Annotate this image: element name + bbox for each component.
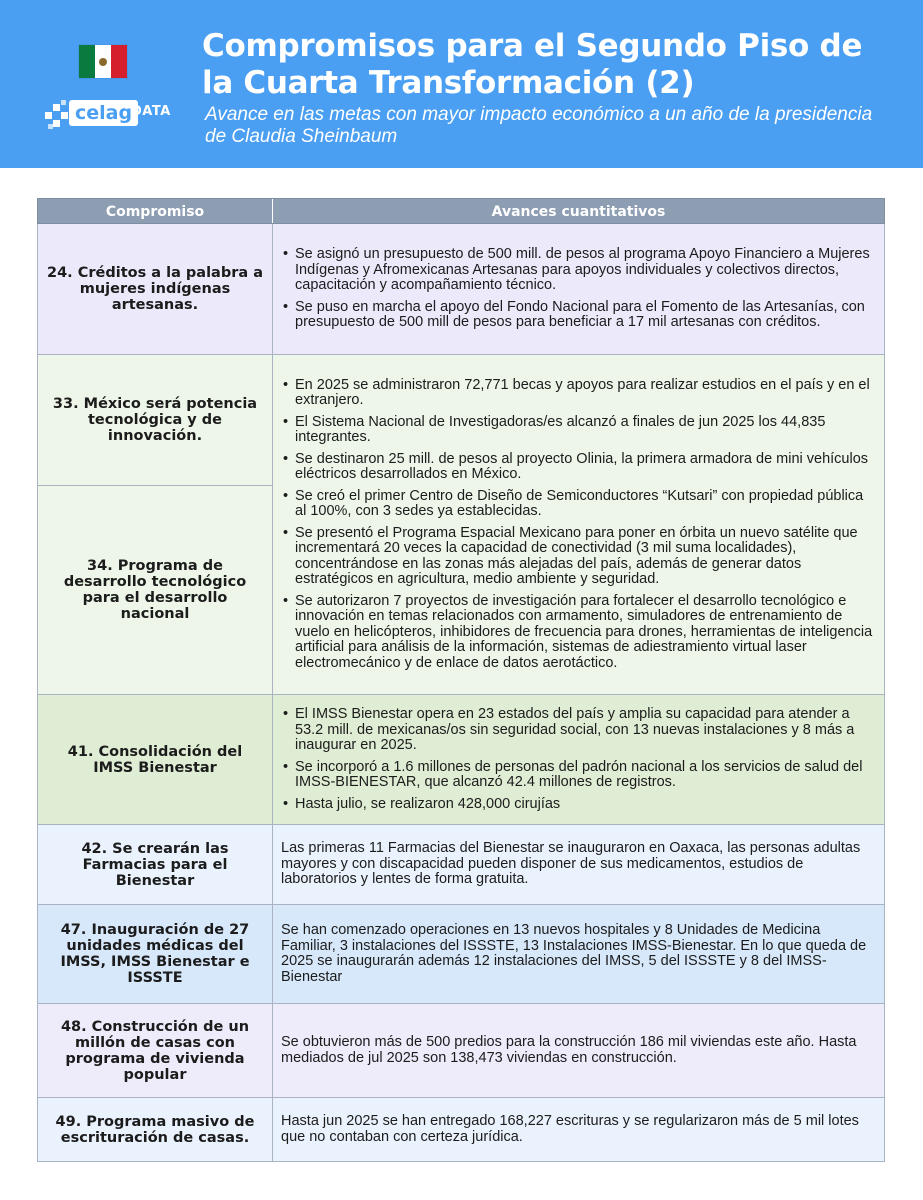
page-title: Compromisos para el Segundo Piso de la Cuarta Transformación (2) xyxy=(202,28,863,101)
progress-bullet: • Se destinaron 25 mill. de pesos al proyecto Olinia, la primera armadora de mini vehículos eléctricos desarrollados en México. xyxy=(281,452,874,483)
commitments-table xyxy=(37,198,885,1146)
table-row xyxy=(37,224,885,355)
progress-cell xyxy=(273,224,884,354)
table-row xyxy=(37,825,885,905)
progress-bullet: • En 2025 se administraron 72,771 becas y apoyos para realizar estudios en el país y en el extranjero. xyxy=(281,378,874,409)
progress-cell xyxy=(273,695,884,824)
table-row xyxy=(37,1098,885,1162)
commitment-cell: 41. Consolidación del IMSS Bienestar xyxy=(38,695,273,824)
progress-cell: Hasta jun 2025 se han entregado 168,227 escrituras y se regularizaron más de 5 mil lotes que no contaban con certeza jurídica. xyxy=(281,1113,859,1145)
progress-bullet: • Se incorporó a 1.6 millones de personas del padrón nacional a los servicios de salud del IMSS-BIENESTAR, que alcanzó 42.4 millones de registros. xyxy=(281,760,874,791)
column-header-commitment: Compromiso xyxy=(38,199,273,223)
table-row xyxy=(37,695,885,825)
progress-bullet: • El IMSS Bienestar opera en 23 estados del país y amplia su capacidad para atender a 53.2 mill. de mexicanas/os sin seguridad social, con 13 nuevas instalaciones y 8 más a inaugurar en 2025. xyxy=(281,707,874,754)
progress-cell: Las primeras 11 Farmacias del Bienestar se inauguraron en Oaxaca, las personas adultas mayores y con discapacidad pueden disponer de sus medicamentos, estudios de laboratorios y lentes de forma gratuita. xyxy=(281,840,861,888)
progress-bullet: • Se asignó un presupuesto de 500 mill. de pesos al programa Apoyo Financiero a Mujeres Indígenas y Afromexicanas Artesanas para apoyos individuales y colectivos directos, capacitación y acompañamiento técnico. xyxy=(281,247,874,294)
mexico-flag-icon xyxy=(79,45,127,78)
commitment-cell: 49. Programa masivo de escrituración de casas. xyxy=(38,1098,273,1161)
column-header-progress: Avances cuantitativos xyxy=(491,204,666,220)
commitment-cell: 34. Programa de desarrollo tecnológico para el desarrollo nacional xyxy=(38,486,273,694)
progress-cell: Se han comenzado operaciones en 13 nuevos hospitales y 8 Unidades de Medicina Familiar, 3 instalaciones del ISSSTE, 13 Instalaciones IMSS-Bienestar. En lo que queda de 2025 se inaugurarán además 12 instalaciones del IMSS, 5 del ISSSTE y 8 del IMSS-Bienestar xyxy=(281,922,867,985)
commitment-cell: 48. Construcción de un millón de casas con programa de vivienda popular xyxy=(38,1004,273,1097)
table-row xyxy=(37,905,885,1004)
commitment-cell: 47. Inauguración de 27 unidades médicas del IMSS, IMSS Bienestar e ISSSTE xyxy=(38,905,273,1003)
progress-bullet: • Se creó el primer Centro de Diseño de Semiconductores “Kutsari” con propiedad pública al 100%, con 3 sedes ya establecidas. xyxy=(281,489,874,520)
progress-bullet: • El Sistema Nacional de Investigadoras/es alcanzó a finales de jun 2025 los 44,835 integrantes. xyxy=(281,415,874,446)
progress-bullet: • Hasta julio, se realizaron 428,000 cirujías xyxy=(281,797,874,813)
progress-cell: Se obtuvieron más de 500 predios para la construcción 186 mil viviendas este año. Hasta mediados de jul 2025 son 138,473 viviendas en construcción. xyxy=(281,1034,857,1066)
table-header xyxy=(37,198,885,224)
commitment-cell: 33. México será potencia tecnológica y de innovación. xyxy=(38,355,273,486)
table-row xyxy=(37,355,885,695)
table-row xyxy=(37,1004,885,1098)
progress-bullet: • Se puso en marcha el apoyo del Fondo Nacional para el Fomento de las Artesanías, con presupuesto de 500 mill de pesos para beneficiar a 17 mil artesanas con créditos. xyxy=(281,300,874,331)
header-banner xyxy=(0,0,923,168)
progress-bullet: • Se autorizaron 7 proyectos de investigación para fortalecer el desarrollo tecnológico e innovación en temas relacionados con armamento, simuladores de entrenamiento de vuelo en helicópteros, inhibidores de frecuencia para drones, herramientas de inteligencia artificial para análisis de la información, sistemas de adiestramiento virtual laser electromecánico y de enlace de datos aerotáctico. xyxy=(281,594,874,672)
page-subtitle: Avance en las metas con mayor impacto económico a un año de la presidencia de Claudia Sheinbaum xyxy=(205,104,873,147)
commitment-cell: 42. Se crearán las Farmacias para el Bienestar xyxy=(38,825,273,904)
logo-text: celag xyxy=(69,100,138,126)
progress-cell xyxy=(273,355,884,694)
logo-suffix: DATA xyxy=(131,104,171,119)
commitment-cell: 24. Créditos a la palabra a mujeres indígenas artesanas. xyxy=(38,224,273,354)
progress-bullet: • Se presentó el Programa Espacial Mexicano para poner en órbita un nuevo satélite que incrementará 20 veces la capacidad de conectividad (3 mil suma localidades), concentrándose en las zonas más alejadas del país, además de generar datos estratégicos en agricultura, medio ambiente y seguridad. xyxy=(281,526,874,588)
